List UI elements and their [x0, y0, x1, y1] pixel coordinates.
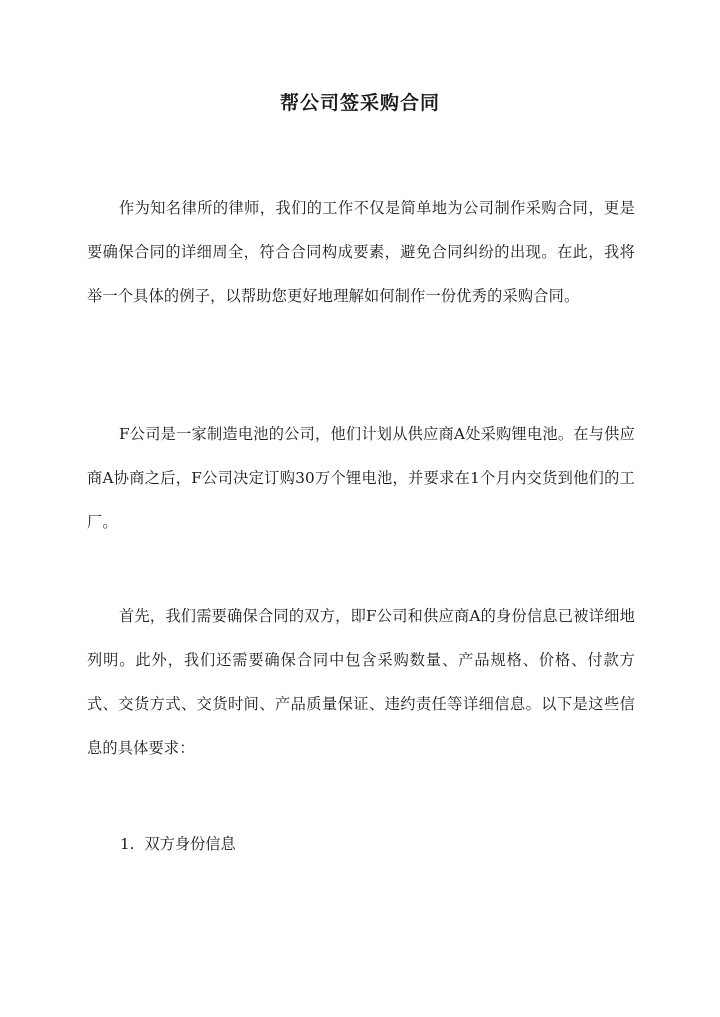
paragraph-intro: 作为知名律所的律师，我们的工作不仅是简单地为公司制作采购合同，更是要确保合同的详细周全，符合合同构成要素，避免合同纠纷的出现。在此，我将举一个具体的例子，以帮助您更好地理解如何制作一份优秀的采购合同。	[87, 199, 635, 305]
paragraph-requirements: 首先，我们需要确保合同的双方，即F公司和供应商A的身份信息已被详细地列明。此外，我们还需要确保合同中包含采购数量、产品规格、价格、付款方式、交货方式、交货时间、产品质量保证、违约责任等详细信息。以下是这些信息的具体要求：	[87, 607, 635, 757]
list-item	[120, 822, 236, 866]
document-title: 帮公司签采购合同	[279, 92, 440, 114]
paragraph-example: F公司是一家制造电池的公司，他们计划从供应商A处采购锂电池。在与供应商A协商之后，F公司决定订购30万个锂电池，并要求在1个月内交货到他们的工厂。	[87, 425, 635, 531]
list-item-text: 双方身份信息	[144, 835, 236, 853]
list-item-number: 1.	[120, 835, 135, 853]
